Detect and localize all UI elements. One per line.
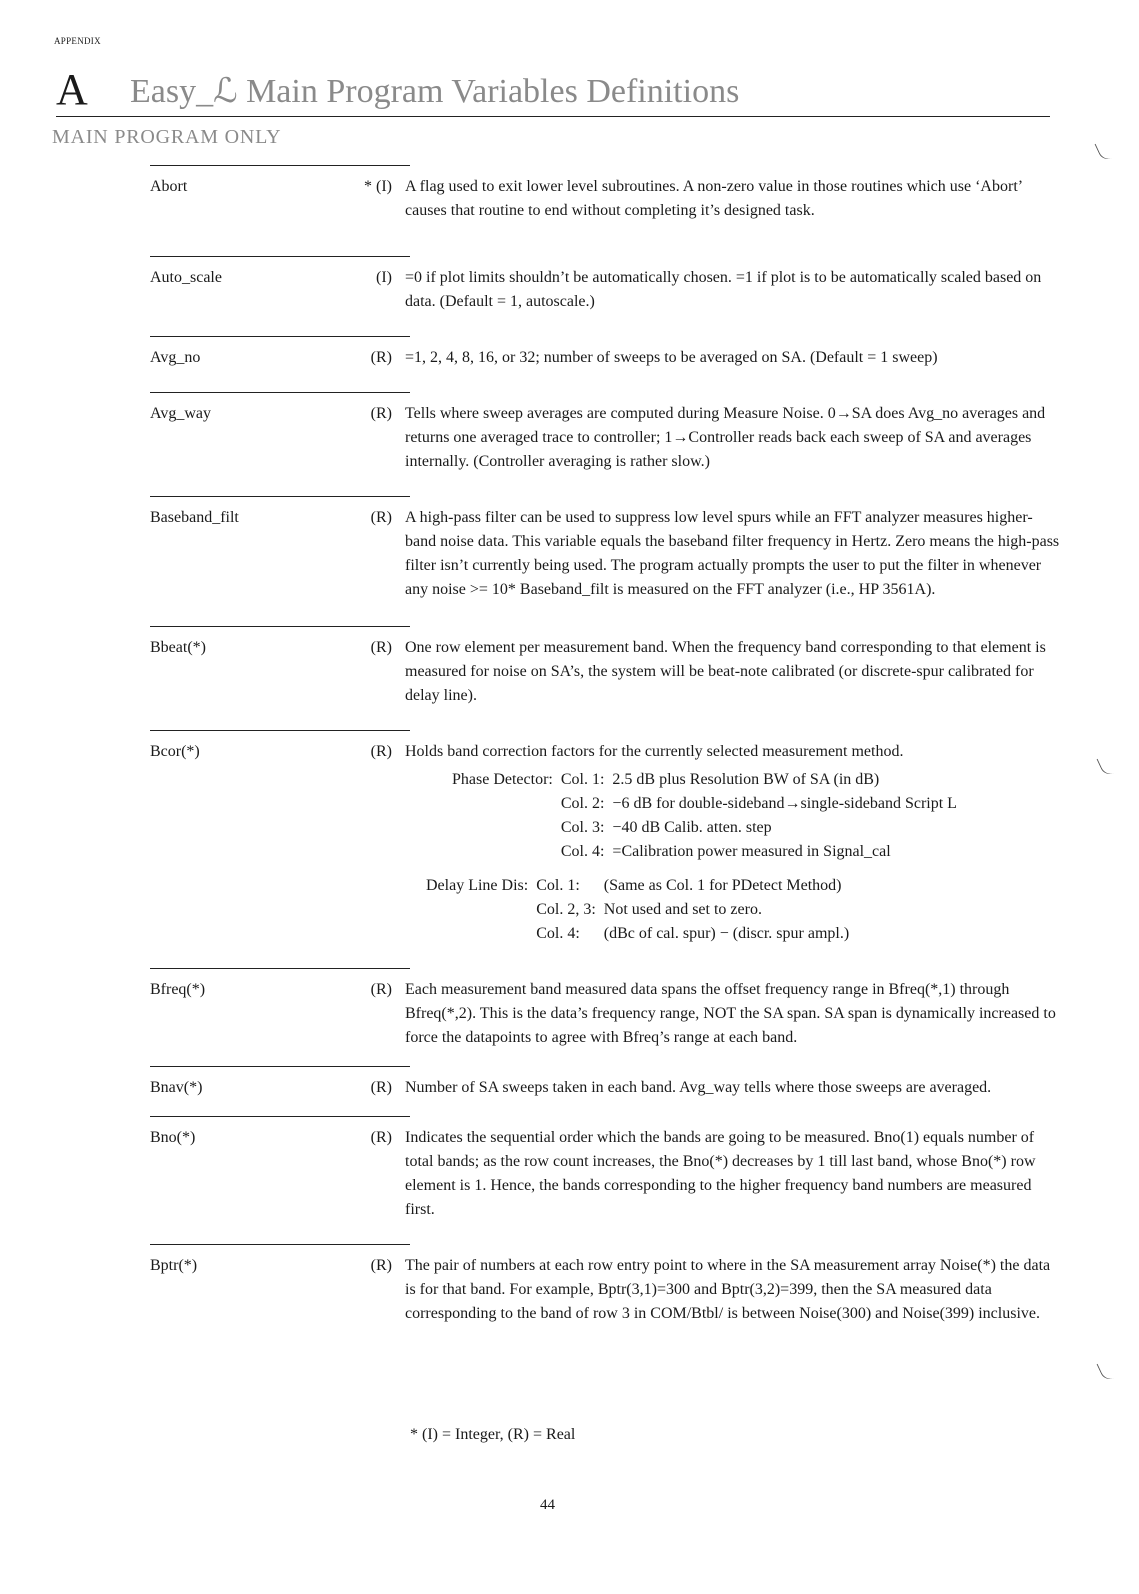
variable-description-block bbox=[405, 1126, 1060, 1222]
variable-type: (R) bbox=[370, 509, 392, 526]
variable-type: (I) bbox=[376, 269, 392, 286]
variable-type: (R) bbox=[370, 1129, 392, 1146]
definition-entry bbox=[150, 1066, 1060, 1100]
method-label bbox=[452, 792, 553, 816]
section-heading: MAIN PROGRAM ONLY bbox=[52, 126, 282, 148]
variable-type: (R) bbox=[370, 1079, 392, 1096]
variable-description: Tells where sweep averages are computed during Measure Noise. 0→SA does Avg_no averages and returns one averaged trace to controller; 1→Controller reads back each sweep of SA and averages internally. (Controller averaging is rather slow.) bbox=[405, 405, 1046, 470]
entry-divider bbox=[150, 256, 410, 257]
variable-description: =0 if plot limits shouldn’t be automatically chosen. =1 if plot is to be automatically scaled based on data. (Default = 1, autoscale.) bbox=[405, 269, 1042, 310]
column-description: (Same as Col. 1 for PDetect Method) bbox=[603, 877, 842, 894]
definition-entry bbox=[150, 496, 1060, 602]
variable-description-block bbox=[405, 636, 1060, 708]
variable-description-block bbox=[405, 1076, 1060, 1100]
variable-description: A high-pass filter can be used to suppress low level spurs while an FFT analyzer measures higher-band noise data. This variable equals the baseband filter frequency in Hertz. Zero means the high-pass filter isn’t currently being used. The program actually prompts the user to put the filter in whenever any noise >= 10* Baseband_filt is measured on the FFT analyzer (i.e., HP 3561A). bbox=[405, 509, 1060, 598]
variable-description: Number of SA sweeps taken in each band. Avg_way tells where those sweeps are averaged. bbox=[405, 1079, 992, 1096]
edge-mark bbox=[1096, 1358, 1118, 1382]
variable-description-block bbox=[405, 175, 1060, 223]
variable-definitions-list bbox=[150, 165, 1060, 1326]
variable-name: Bfreq(*) bbox=[150, 981, 206, 998]
type-legend-footnote: * (I) = Integer, (R) = Real bbox=[410, 1426, 576, 1443]
variable-description: The pair of numbers at each row entry point to where in the SA measurement array Noise(*) the data is for that band. For example, Bptr(3,1)=300 and Bptr(3,2)=399, then the SA measured data corresponding to the band of row 3 in COM/Btbl/ is between Noise(300) and Noise(399) inclusive. bbox=[405, 1257, 1051, 1322]
variable-name: Bcor(*) bbox=[150, 743, 200, 760]
variable-name: Abort bbox=[150, 178, 188, 195]
edge-mark bbox=[1094, 138, 1116, 162]
entry-divider bbox=[150, 336, 410, 337]
variable-description: Holds band correction factors for the currently selected measurement method. bbox=[405, 743, 904, 760]
variable-name: Avg_way bbox=[150, 405, 212, 422]
entry-divider bbox=[150, 730, 410, 731]
variable-description-block bbox=[405, 402, 1060, 474]
entry-divider bbox=[150, 1244, 410, 1245]
entry-divider bbox=[150, 392, 410, 393]
variable-type: (R) bbox=[370, 1257, 392, 1274]
column-label: Col. 2: bbox=[560, 795, 605, 812]
variable-name: Bno(*) bbox=[150, 1129, 196, 1146]
variable-description: A flag used to exit lower level subroutines. A non-zero value in those routines which use ‘Abort’ causes that routine to end without completing it’s designed task. bbox=[405, 178, 1022, 219]
variable-name: Baseband_filt bbox=[150, 509, 239, 526]
column-description: −40 dB Calib. atten. step bbox=[612, 819, 772, 836]
appendix-label: APPENDIX bbox=[54, 36, 101, 46]
entry-divider bbox=[150, 1116, 410, 1117]
definition-entry bbox=[150, 626, 1060, 708]
entry-divider bbox=[150, 968, 410, 969]
column-label: Col. 3: bbox=[560, 819, 605, 836]
column-description: (dBc of cal. spur) − (discr. spur ampl.) bbox=[603, 925, 850, 942]
variable-type: (R) bbox=[370, 405, 392, 422]
column-description: 2.5 dB plus Resolution BW of SA (in dB) bbox=[612, 771, 880, 788]
column-description: =Calibration power measured in Signal_cal bbox=[612, 843, 891, 860]
method-label: Phase Detector: bbox=[452, 771, 553, 788]
column-label: Col. 4: bbox=[560, 843, 605, 860]
entry-divider bbox=[150, 165, 410, 166]
variable-name: Bbeat(*) bbox=[150, 639, 206, 656]
title-bar bbox=[56, 66, 1050, 117]
definition-entry bbox=[150, 968, 1060, 1050]
correction-factor-table bbox=[405, 768, 1060, 946]
variable-description: One row element per measurement band. When the frequency band corresponding to that element is measured for noise on SA’s, the system will be beat-note calibrated (or discrete-spur calibrated for delay line). bbox=[405, 639, 1046, 704]
variable-name: Auto_scale bbox=[150, 269, 222, 286]
variable-name: Avg_no bbox=[150, 349, 201, 366]
column-label: Col. 2, 3: bbox=[536, 901, 596, 918]
definition-entry bbox=[150, 1116, 1060, 1222]
variable-type: (R) bbox=[370, 639, 392, 656]
variable-type: (R) bbox=[370, 349, 392, 366]
entry-divider bbox=[150, 1066, 410, 1067]
method-label: Delay Line Dis: bbox=[426, 877, 529, 894]
method-label bbox=[452, 816, 553, 840]
variable-type: (R) bbox=[370, 981, 392, 998]
variable-type: * (I) bbox=[364, 178, 392, 195]
page-number: 44 bbox=[540, 1497, 555, 1513]
method-label bbox=[452, 840, 553, 864]
definition-entry bbox=[150, 336, 1060, 370]
column-label: Col. 1: bbox=[560, 771, 605, 788]
method-label bbox=[426, 898, 528, 922]
variable-description-block bbox=[405, 1254, 1060, 1326]
column-description: −6 dB for double-sideband→single-sideband Script L bbox=[612, 795, 957, 812]
column-label: Col. 4: bbox=[536, 925, 580, 942]
variable-description-block bbox=[405, 266, 1060, 314]
method-label bbox=[426, 922, 528, 946]
variable-name: Bnav(*) bbox=[150, 1079, 203, 1096]
variable-name: Bptr(*) bbox=[150, 1257, 198, 1274]
definition-entry bbox=[150, 256, 1060, 314]
entry-divider bbox=[150, 626, 410, 627]
variable-description: Indicates the sequential order which the bands are going to be measured. Bno(1) equals number of total bands; as the row count increases, the Bno(*) decreases by 1 till last band, whose Bno(*) row element is 1. Hence, the bands corresponding to the higher frequency band numbers are measured first. bbox=[405, 1129, 1036, 1218]
edge-mark bbox=[1096, 753, 1118, 777]
variable-description-block bbox=[405, 346, 1060, 370]
page-title: Easy_ℒ Main Program Variables Definitions bbox=[130, 73, 740, 110]
column-label: Col. 1: bbox=[536, 877, 580, 894]
appendix-letter: A bbox=[56, 65, 88, 114]
variable-description: Each measurement band measured data spans the offset frequency range in Bfreq(*,1) through Bfreq(*,2). This is the data’s frequency range, NOT the SA span. SA span is dynamically increased to force the datapoints to agree with Bfreq’s range at each band. bbox=[405, 981, 1056, 1046]
column-description: Not used and set to zero. bbox=[603, 901, 762, 918]
entry-divider bbox=[150, 496, 410, 497]
variable-description: =1, 2, 4, 8, 16, or 32; number of sweeps to be averaged on SA. (Default = 1 sweep) bbox=[405, 349, 938, 366]
method-group bbox=[426, 874, 1060, 946]
definition-entry bbox=[150, 392, 1060, 474]
variable-description-block bbox=[405, 978, 1060, 1050]
method-group bbox=[452, 768, 1060, 864]
definition-entry bbox=[150, 730, 1060, 946]
variable-description-block bbox=[405, 740, 1060, 946]
definition-entry bbox=[150, 1244, 1060, 1326]
variable-description-block bbox=[405, 506, 1060, 602]
variable-type: (R) bbox=[370, 743, 392, 760]
definition-entry bbox=[150, 165, 1060, 223]
